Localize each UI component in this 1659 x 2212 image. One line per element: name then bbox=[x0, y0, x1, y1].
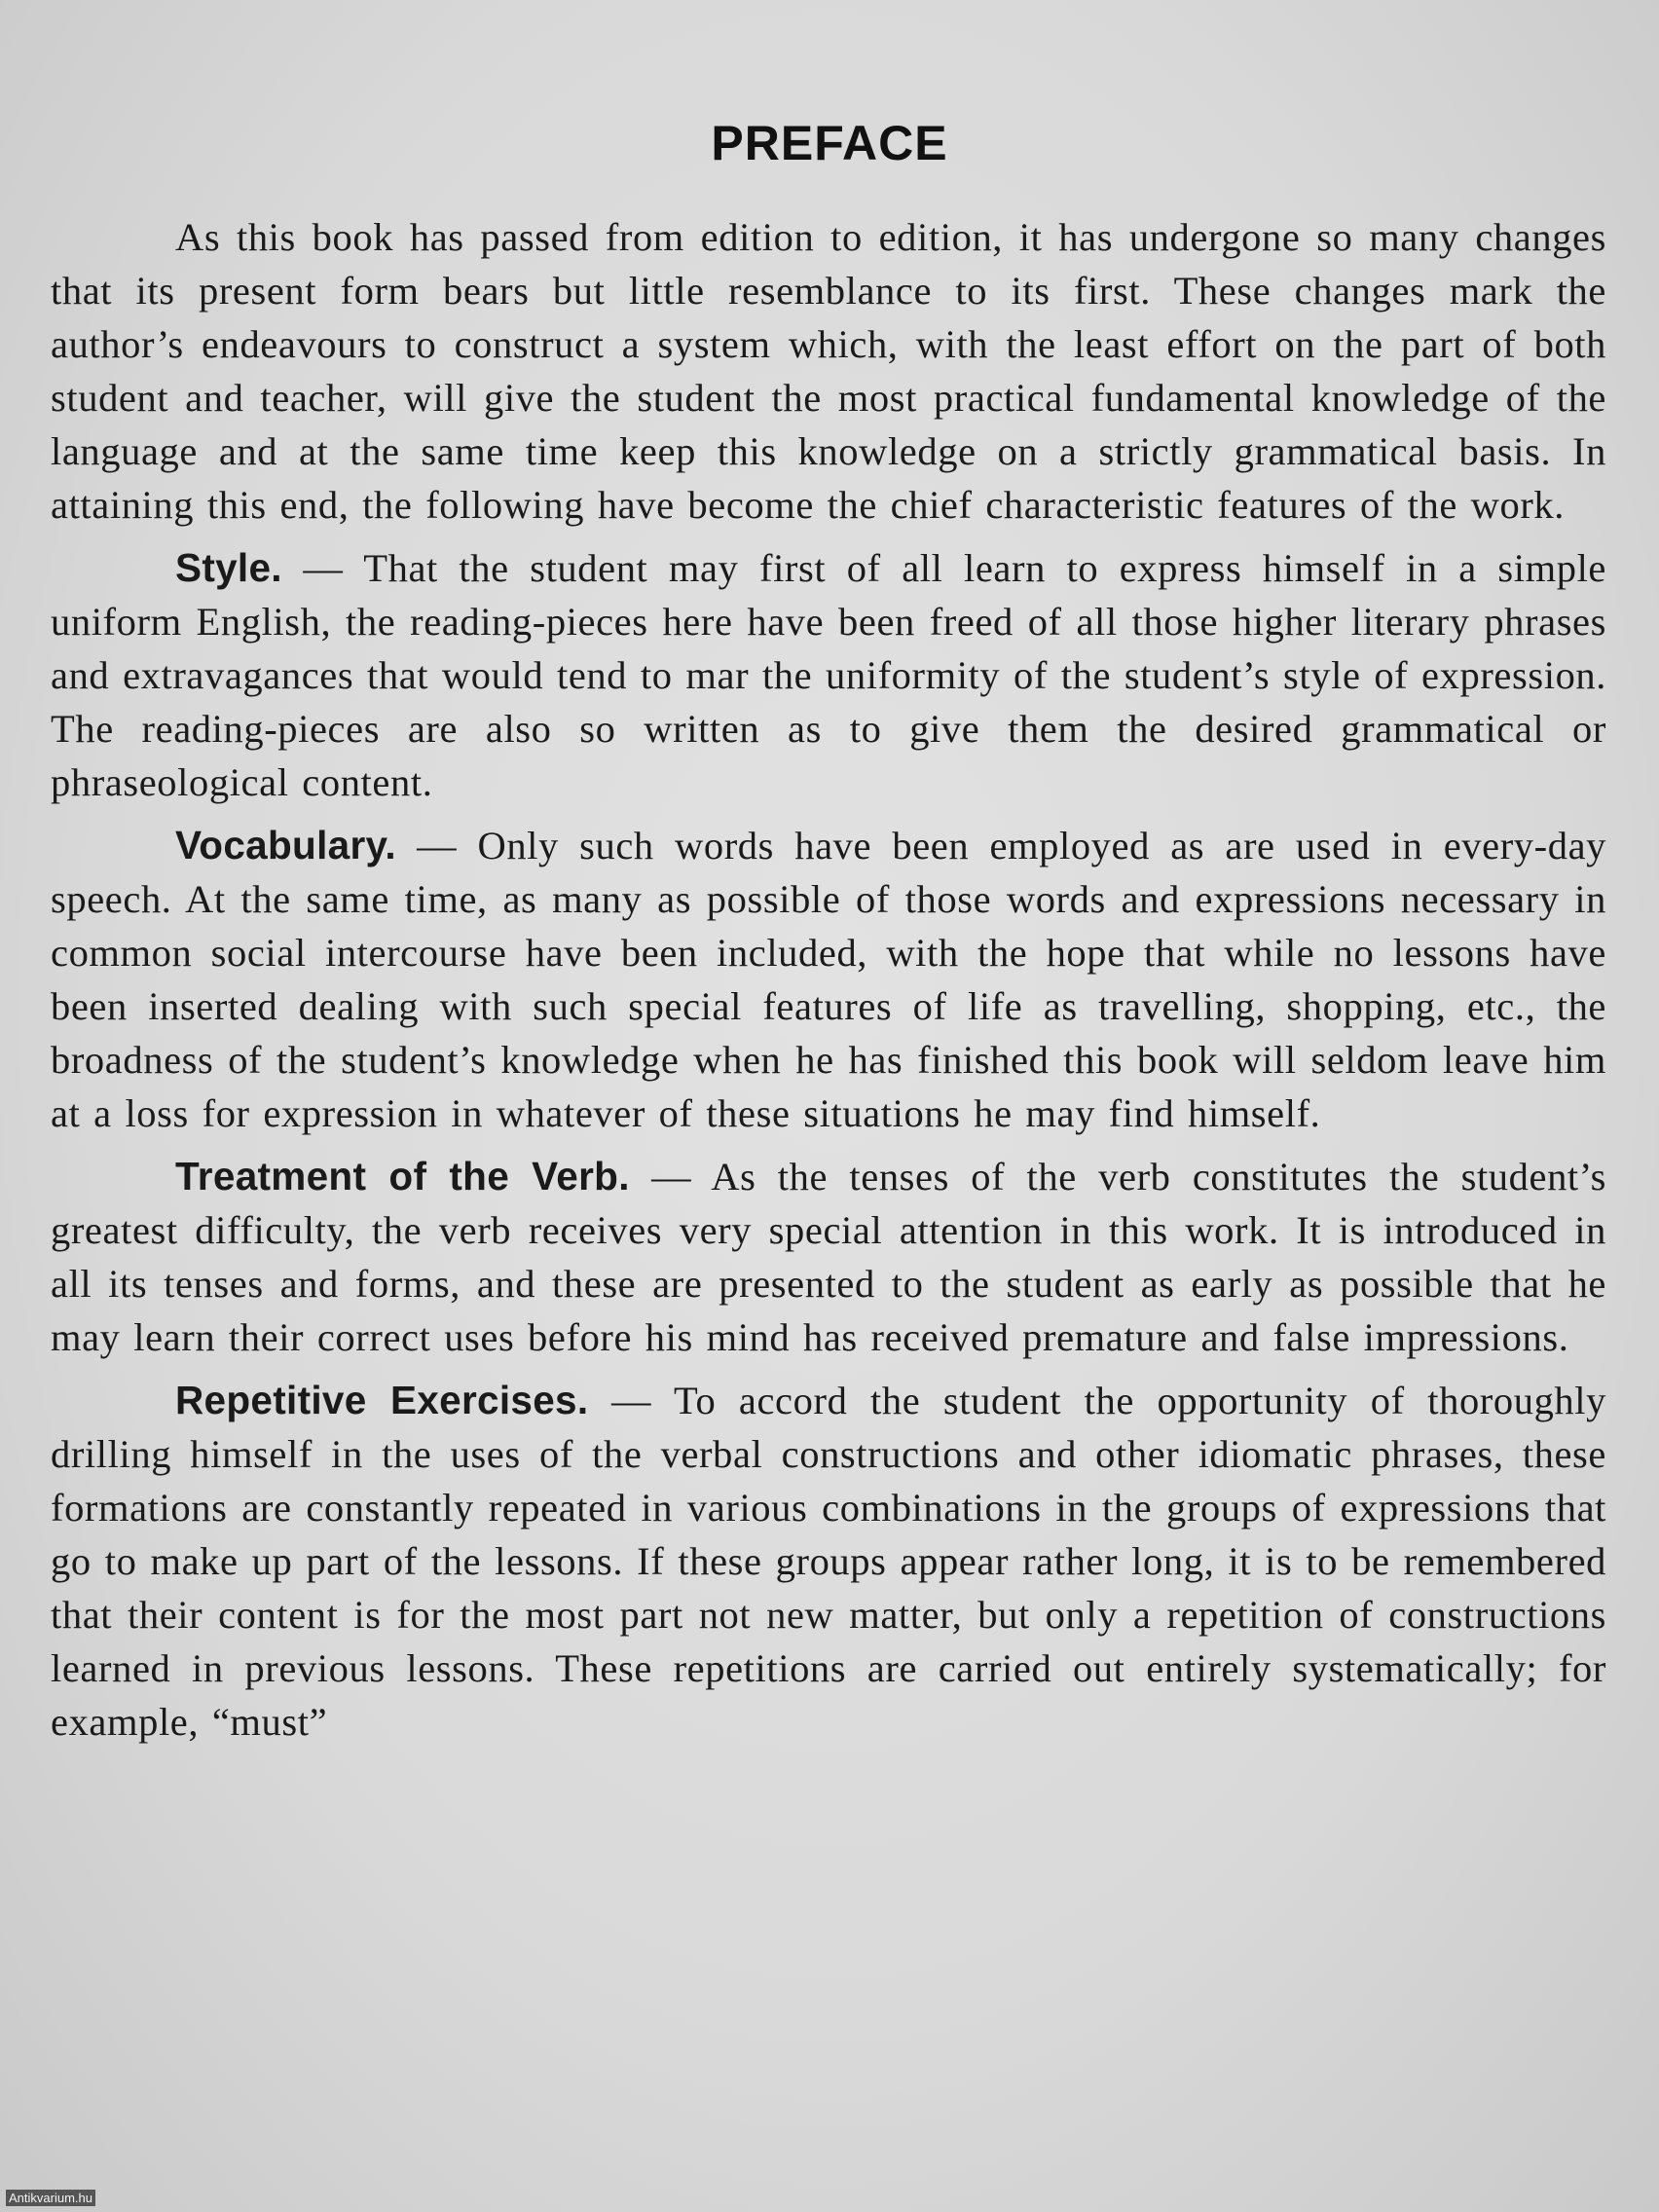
paragraph-text: — That the student may first of all learn to express himself in a simple uniform English, the reading-pieces here have been freed of all those higher literary phrases and extravagances that would tend to mar the uniformity of the student’s style of expression. The reading-pieces are also so written as to give them the desired grammatical or phraseological content. bbox=[51, 546, 1606, 804]
paragraph-vocabulary bbox=[51, 819, 1606, 1140]
paragraph-repetitive bbox=[51, 1374, 1606, 1749]
paragraph-intro bbox=[51, 210, 1606, 532]
paragraph-verb bbox=[51, 1150, 1606, 1364]
paragraph-text: — As the tenses of the verb constitutes the student’s greatest difficulty, the verb receives very special attention in this work. It is introduced in all its tenses and forms, and these are presented to the student as early as possible that he may learn their correct uses before his mind has received premature and false impressions. bbox=[51, 1155, 1606, 1359]
paragraph-text: — To accord the student the opportunity of thoroughly drilling himself in the uses of the verbal constructions and other idiomatic phrases, these formations are constantly repeated in various combinations in the groups of expressions that go to make up part of the lessons. If these groups appear rather long, it is to be remembered that their content is for the most part not new matter, but only a repetition of constructions learned in previous lessons. These repetitions are carried out entirely systematically; for example, “must” bbox=[51, 1379, 1606, 1744]
preface-body bbox=[51, 210, 1606, 1758]
paragraph-style bbox=[51, 541, 1606, 809]
section-heading: Treatment of the Verb. bbox=[175, 1154, 630, 1198]
section-heading: Vocabulary. bbox=[175, 823, 396, 867]
paragraph-text: — Only such words have been employed as are used in every-day speech. At the same time, as many as possible of those words and expressions necessary in common social intercourse have been included, with the hope that while no lessons have been inserted dealing with such special features of life as travelling, shopping, etc., the broadness of the student’s knowledge when he has finished this book will seldom leave him at a loss for expression in whatever of these situations he may find himself. bbox=[51, 824, 1606, 1135]
page-title: PREFACE bbox=[711, 116, 948, 170]
section-heading: Repetitive Exercises. bbox=[175, 1378, 589, 1422]
paragraph-text: As this book has passed from edition to edition, it has undergone so many changes that its present form bears but little resemblance to its first. These changes mark the author’s endeavours to construct a system which, with the least effort on the part of both student and teacher, will give the student the most practical fundamental knowledge of the language and at the same time keep this knowledge on a strictly grammatical basis. In attaining this end, the following have become the chief characteristic features of the work. bbox=[51, 215, 1606, 527]
section-heading: Style. bbox=[175, 545, 282, 590]
watermark: Antikvarium.hu bbox=[6, 2190, 95, 2206]
